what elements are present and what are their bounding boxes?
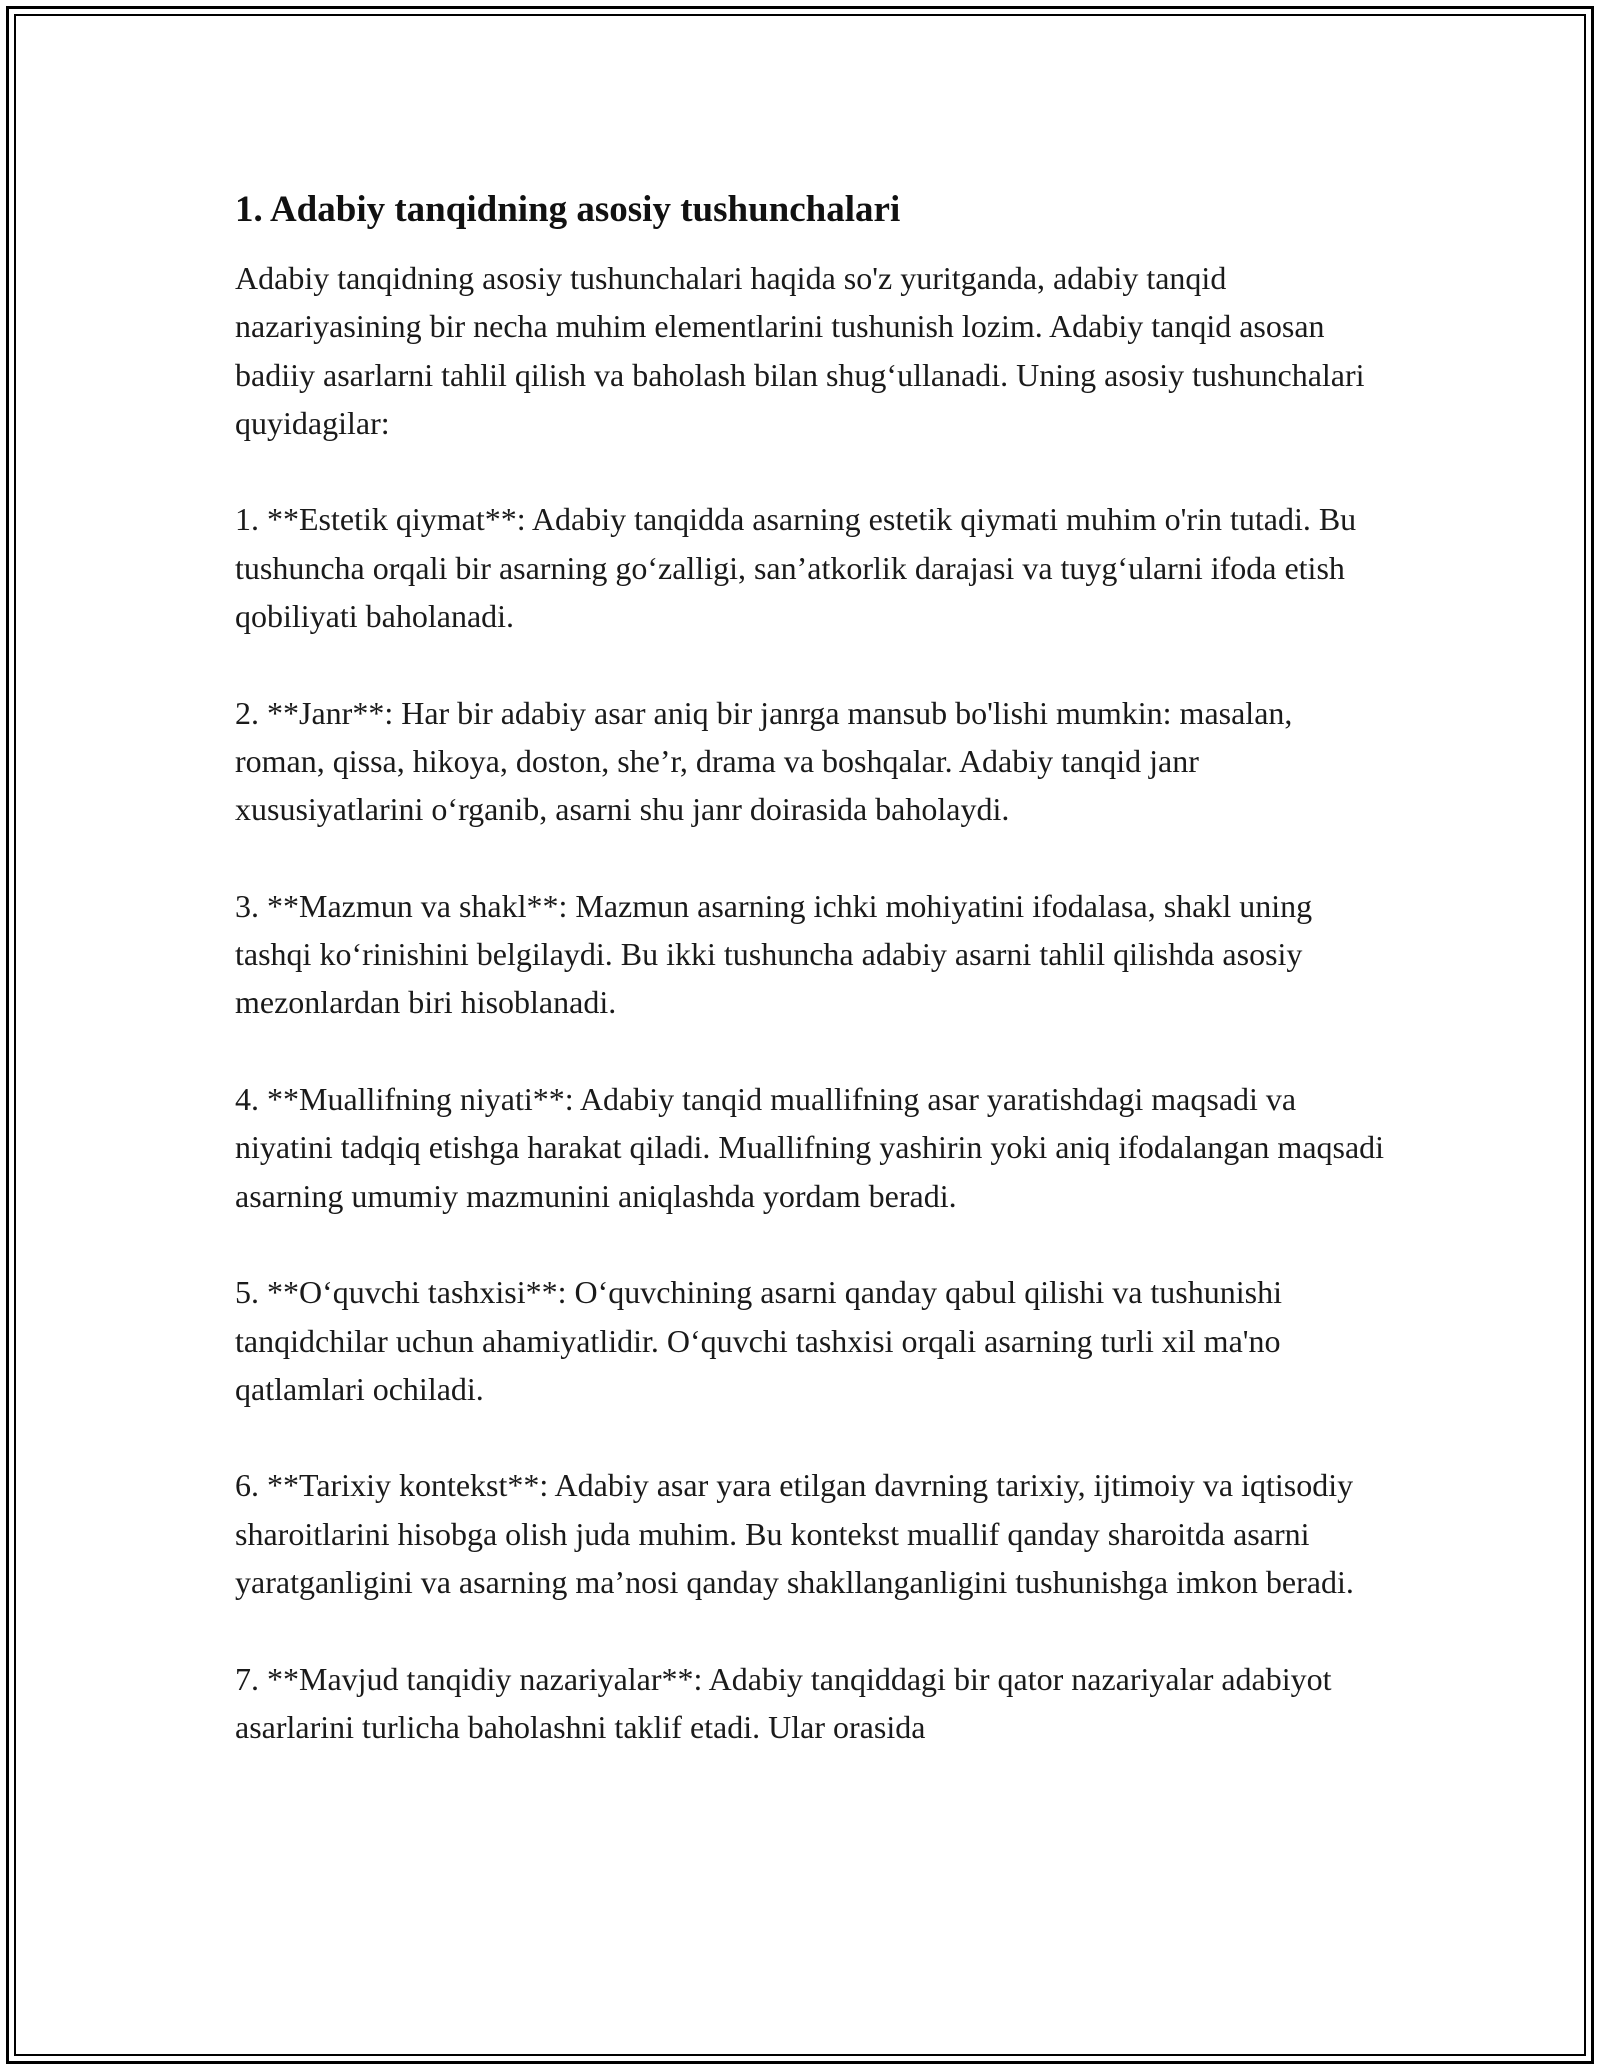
- paragraph-estetik-qiymat: 1. **Estetik qiymat**: Adabiy tanqidda asarning estetik qiymati muhim o'rin tutadi. Bu tushuncha orqali bir asarning go‘zalligi, san’atkorlik darajasi va tuyg‘ularni ifoda etish qobiliyati baholanadi.: [235, 501, 1357, 635]
- paragraph-janr: 2. **Janr**: Har bir adabiy asar aniq bir janrga mansub bo'lishi mumkin: masalan, roman, qissa, hikoya, doston, she’r, drama va boshqalar. Adabiy tanqid janr xususiyatlarini o‘rganib, asarni shu janr doirasida baholaydi.: [235, 694, 1293, 828]
- paragraph-tarixiy-kontekst: 6. **Tarixiy kontekst**: Adabiy asar yara etilgan davrning tarixiy, ijtimoiy va iqtisodiy sharoitlarini hisobga olish juda muhim. Bu kontekst muallif qanday sharoitda asarni yaratganligini va asarning ma’nosi qanday shakllanganligini tushunishga imkon beradi.: [235, 1467, 1354, 1601]
- intro-paragraph: Adabiy tanqidning asosiy tushunchalari haqida so'z yuritganda, adabiy tanqid nazariyasining bir necha muhim elementlarini tushunish lozim. Adabiy tanqid asosan badiiy asarlarni tahlil qilish va baholash bilan shug‘ullanadi. Uning asosiy tushunchalari quyidagilar:: [235, 260, 1365, 441]
- section-heading: 1. Adabiy tanqidning asosiy tushunchalari: [235, 189, 901, 230]
- document-body: [235, 186, 1385, 1800]
- paragraph-muallifning-niyati: 4. **Muallifning niyati**: Adabiy tanqid muallifning asar yaratishdagi maqsadi va niyatini tadqiq etishga harakat qiladi. Muallifning yashirin yoki aniq ifodalangan maqsadi asarning umumiy mazmunini aniqlashda yordam beradi.: [235, 1081, 1385, 1214]
- paragraph-oquvchi-tashxisi: 5. **O‘quvchi tashxisi**: O‘quvchining asarni qanday qabul qilishi va tushunishi tanqidchilar uchun ahamiyatlidir. O‘quvchi tashxisi orqali asarning turli xil ma'no qatlamlari ochiladi.: [235, 1274, 1282, 1407]
- paragraph-mavjud-nazariyalar: 7. **Mavjud tanqidiy nazariyalar**: Adabiy tanqiddagi bir qator nazariyalar adabiyot asarlarini turlicha baholashni taklif etadi. Ular orasida: [235, 1660, 1332, 1745]
- paragraph-mazmun-va-shakl: 3. **Mazmun va shakl**: Mazmun asarning ichki mohiyatini ifodalasa, shakl uning tashqi ko‘rinishini belgilaydi. Bu ikki tushuncha adabiy asarni tahlil qilishda asosiy mezonlardan biri hisoblanadi.: [235, 887, 1313, 1021]
